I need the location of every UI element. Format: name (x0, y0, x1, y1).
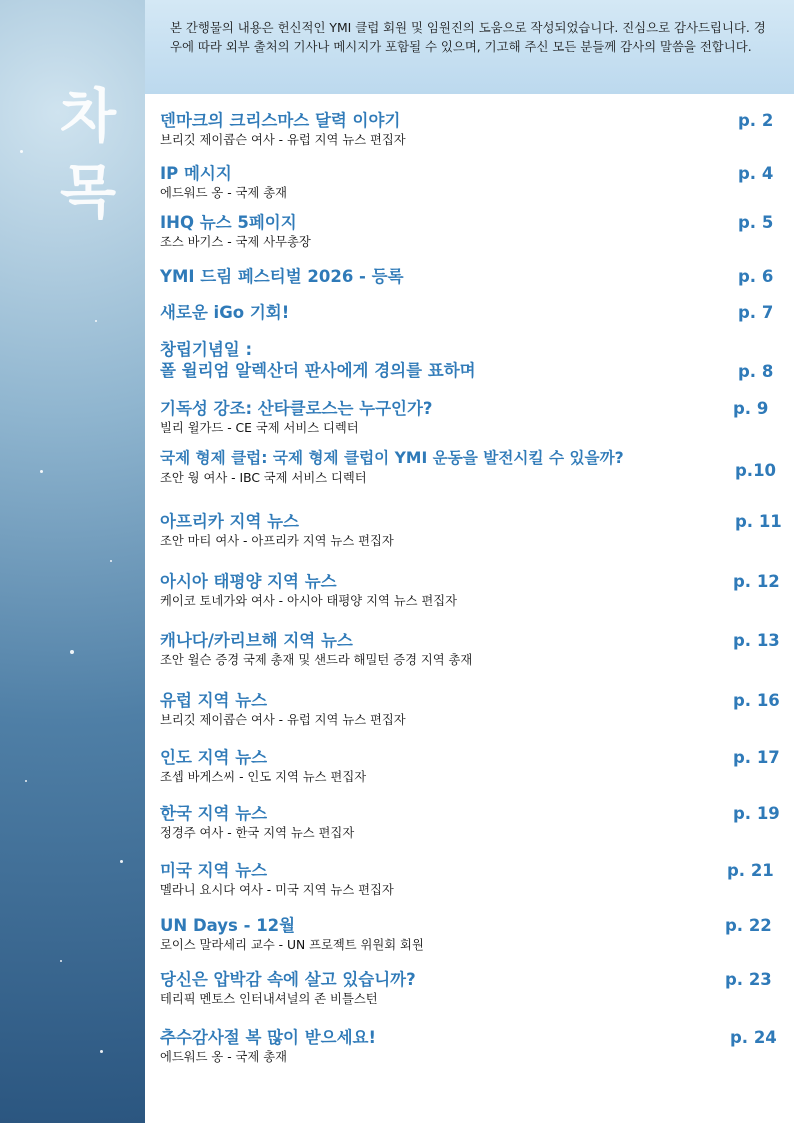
toc-item[interactable] (160, 915, 780, 953)
star-decoration (60, 960, 62, 962)
toc-page-number: p. 13 (733, 631, 780, 650)
intro-text: 본 간행물의 내용은 헌신적인 YMI 클럽 회원 및 임원진의 도움으로 작성되었습니다. 진심으로 감사드립니다. 경우에 따라 외부 출처의 기사나 메시지가 포함될 수 있으며, 기고해 주신 모든 분들께 감사의 말씀을 전합니다. (170, 20, 766, 54)
toc-title[interactable]: 아시아 태평양 지역 뉴스 (160, 572, 337, 591)
star-decoration (100, 1050, 103, 1053)
toc-page-number: p. 11 (735, 512, 782, 531)
toc-item[interactable] (160, 630, 780, 668)
toc-subtitle: 브리깃 제이콥슨 여사 - 유럽 지역 뉴스 편집자 (160, 133, 406, 147)
toc-page-number: p. 19 (733, 804, 780, 823)
toc-title[interactable]: IP 메시지 (160, 164, 232, 183)
toc-title[interactable]: 미국 지역 뉴스 (160, 861, 268, 880)
toc-item[interactable] (160, 969, 780, 1007)
star-decoration (70, 650, 74, 654)
toc-page-number: p. 24 (730, 1028, 777, 1047)
toc-title[interactable]: 창립기념일 : (160, 340, 253, 359)
toc-subtitle: 조셉 바게스씨 - 인도 지역 뉴스 편집자 (160, 770, 367, 784)
toc-title-line2[interactable]: 폴 윌리엄 알렉산더 판사에게 경의를 표하며 (160, 361, 476, 380)
toc-title[interactable]: 한국 지역 뉴스 (160, 804, 268, 823)
toc-subtitle: 에드워드 옹 - 국제 총재 (160, 1050, 287, 1064)
toc-subtitle: 빌리 윌가드 - CE 국제 서비스 디렉터 (160, 421, 359, 435)
toc-page-number: p. 4 (738, 164, 774, 183)
toc-subtitle: 조스 바기스 - 국제 사무총장 (160, 235, 311, 249)
toc-item[interactable] (160, 690, 780, 728)
toc-title[interactable]: 당신은 압박감 속에 살고 있습니까? (160, 970, 416, 989)
toc-item[interactable] (160, 571, 780, 609)
toc-title[interactable]: 유럽 지역 뉴스 (160, 691, 268, 710)
star-decoration (40, 470, 43, 473)
toc-page-number: p. 8 (738, 362, 774, 381)
star-decoration (25, 780, 27, 782)
toc-title[interactable]: 국제 형제 클럽: 국제 형제 클럽이 YMI 운동을 발전시킬 수 있을까? (160, 449, 624, 467)
toc-page-number: p. 23 (725, 970, 772, 989)
toc-subtitle: 케이코 토네가와 여사 - 아시아 태평양 지역 뉴스 편집자 (160, 594, 458, 608)
toc-item[interactable] (160, 339, 780, 381)
heading-char: 차 (59, 82, 117, 150)
heading-char: 목 (59, 158, 117, 226)
toc-title[interactable]: 기독성 강조: 산타클로스는 누구인가? (160, 399, 433, 418)
toc-subtitle: 정경주 여사 - 한국 지역 뉴스 편집자 (160, 826, 355, 840)
toc-title[interactable]: UN Days - 12월 (160, 916, 296, 935)
star-decoration (120, 860, 123, 863)
toc-page-number: p. 9 (733, 399, 769, 418)
toc-page-number: p. 17 (733, 748, 780, 767)
toc-item[interactable] (160, 163, 780, 201)
toc-title[interactable]: IHQ 뉴스 5페이지 (160, 213, 297, 232)
toc-subtitle: 테리픽 멘토스 인터내셔널의 존 비틀스턴 (160, 992, 378, 1006)
toc-item[interactable] (160, 860, 780, 898)
toc-subtitle: 브리깃 제이콥슨 여사 - 유럽 지역 뉴스 편집자 (160, 713, 406, 727)
toc-subtitle: 멜라니 요시다 여사 - 미국 지역 뉴스 편집자 (160, 883, 394, 897)
toc-subtitle: 조안 윌슨 증경 국제 총재 및 샌드라 해밀턴 증경 지역 총재 (160, 653, 473, 667)
toc-page-number: p. 5 (738, 213, 774, 232)
toc-item[interactable] (160, 212, 780, 250)
toc-page-number: p. 22 (725, 916, 772, 935)
star-decoration (95, 320, 97, 322)
toc-title[interactable]: 추수감사절 복 많이 받으세요! (160, 1028, 377, 1047)
toc-title[interactable]: 캐나다/카리브해 지역 뉴스 (160, 631, 353, 650)
toc-item[interactable] (160, 803, 780, 841)
toc-page-number: p. 12 (733, 572, 780, 591)
toc-title[interactable]: 인도 지역 뉴스 (160, 748, 268, 767)
toc-subtitle: 로이스 말라세리 교수 - UN 프로젝트 위원회 회원 (160, 938, 424, 952)
toc-item[interactable] (160, 110, 780, 148)
toc-title[interactable]: 아프리카 지역 뉴스 (160, 512, 300, 531)
toc-subtitle: 조안 웡 여사 - IBC 국제 서비스 디렉터 (160, 471, 367, 485)
toc-page-number: p. 16 (733, 691, 780, 710)
toc-item[interactable] (160, 747, 780, 785)
toc-item[interactable] (160, 302, 780, 323)
toc-title[interactable]: 덴마크의 크리스마스 달력 이야기 (160, 111, 401, 130)
toc-item[interactable] (160, 398, 780, 436)
toc-page-number: p. 7 (738, 303, 774, 322)
intro-banner (145, 0, 794, 94)
toc-page-number: p.10 (735, 461, 777, 480)
toc-page-number: p. 6 (738, 267, 774, 286)
star-decoration (20, 150, 23, 153)
star-decoration (110, 560, 112, 562)
toc-subtitle: 에드워드 옹 - 국제 총재 (160, 186, 287, 200)
contents-heading (48, 78, 128, 230)
sidebar-panel (0, 0, 145, 1123)
toc-page-number: p. 21 (727, 861, 774, 880)
toc-subtitle: 조안 마티 여사 - 아프리카 지역 뉴스 편집자 (160, 534, 394, 548)
toc-item[interactable] (160, 511, 780, 549)
toc-title[interactable]: 새로운 iGo 기회! (160, 303, 290, 322)
toc-item[interactable] (160, 1027, 780, 1065)
toc-title[interactable]: YMI 드림 페스티벌 2026 - 등록 (160, 267, 404, 286)
toc-item[interactable] (160, 266, 780, 287)
toc-item[interactable] (160, 448, 780, 486)
toc-page-number: p. 2 (738, 111, 774, 130)
